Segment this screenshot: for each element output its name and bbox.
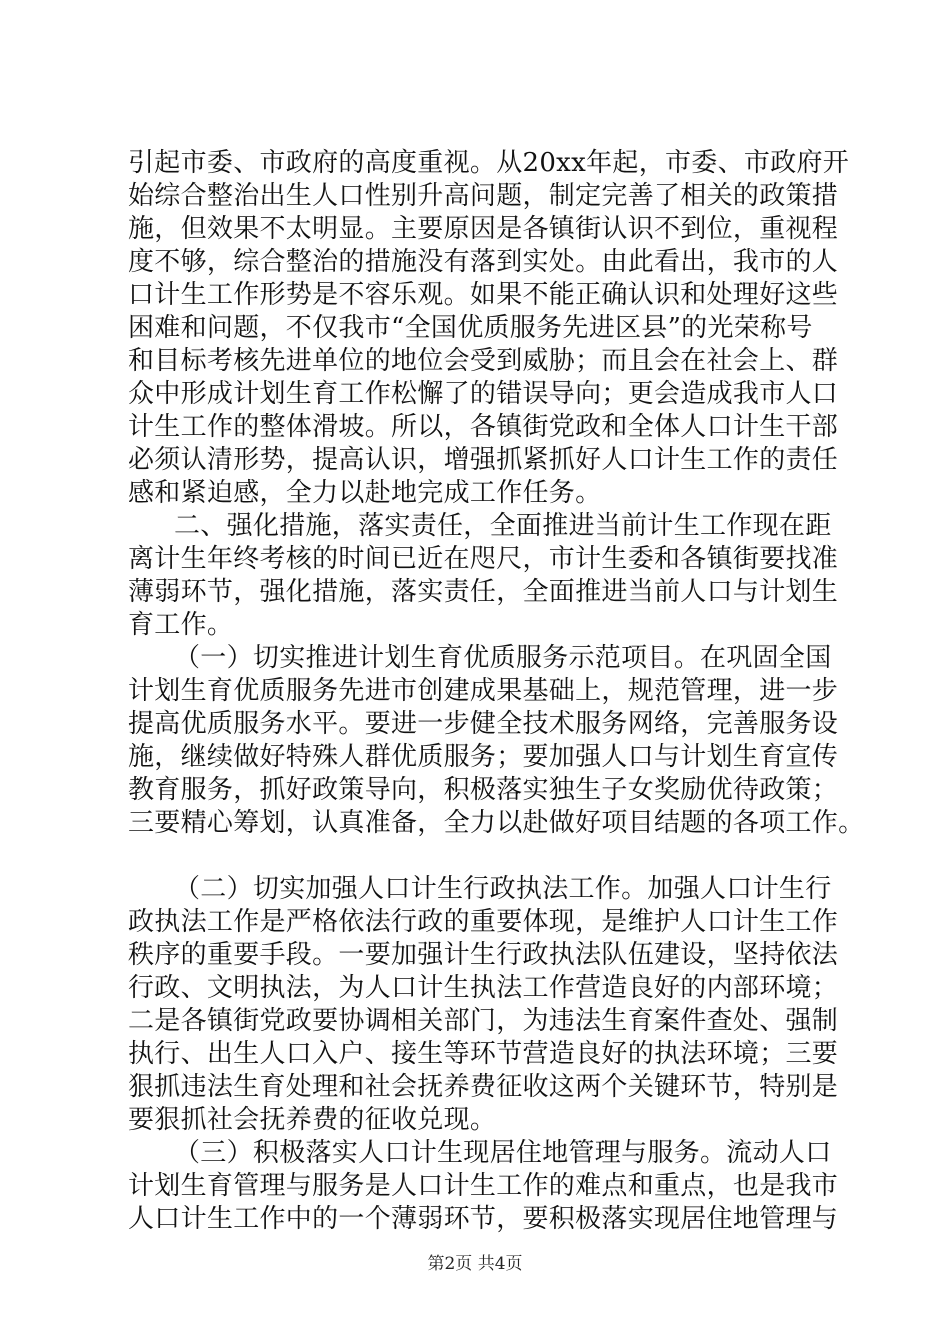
text-line: 度不够，综合整治的措施没有落到实处。由此看出，我市的人 [128,247,839,277]
document-body [128,147,865,1236]
text-line: 二是各镇街党政要协调相关部门，为违法生育案件查处、强制 [128,1006,839,1036]
text-line: 必须认清形势，提高认识，增强抓紧抓好人口计生工作的责任 [128,445,839,475]
text-line: 人口计生工作中的一个薄弱环节，要积极落实现居住地管理与 [128,1204,839,1234]
text-line: 困难和问题，不仅我市“全国优质服务先进区县”的光荣称号 [128,313,813,343]
text-line: 政执法工作是严格依法行政的重要体现，是维护人口计生工作 [128,907,839,937]
text-line: 离计生年终考核的时间已近在咫尺，市计生委和各镇街要找准 [128,544,839,574]
text-line: 育工作。 [128,610,234,640]
text-line: 狠抓违法生育处理和社会抚养费征收这两个关键环节，特别是 [128,1072,839,1102]
text-line: 要狠抓社会抚养费的征收兑现。 [128,1105,497,1135]
text-line: 计划生育优质服务先进市创建成果基础上，规范管理，进一步 [128,676,839,706]
text-line: 行政、文明执法，为人口计生执法工作营造良好的内部环境； [128,973,839,1003]
page-footer: 第2页 共4页 [427,1254,523,1274]
text-line: 感和紧迫感，全力以赴地完成工作任务。 [128,478,602,508]
text-line: 秩序的重要手段。一要加强计生行政执法队伍建设，坚持依法 [128,940,839,970]
text-line: 众中形成计划生育工作松懈了的错误导向；更会造成我市人口 [128,379,839,409]
text-line: 口计生工作形势是不容乐观。如果不能正确认识和处理好这些 [128,280,839,310]
text-line: 教育服务，抓好政策导向，积极落实独生子女奖励优待政策； [128,775,839,805]
paragraph-first-line: （一）切实推进计划生育优质服务示范项目。在巩固全国 [174,643,832,673]
text-line: 始综合整治出生人口性别升高问题，制定完善了相关的政策措 [128,181,839,211]
paragraph-first-line: （三）积极落实人口计生现居住地管理与服务。流动人口 [174,1138,832,1168]
text-line: 提高优质服务水平。要进一步健全技术服务网络，完善服务设 [128,709,839,739]
text-line: 引起市委、市政府的高度重视。从20xx年起，市委、市政府开 [128,148,850,178]
blank-line [128,840,848,873]
paragraph-first-line: （二）切实加强人口计生行政执法工作。加强人口计生行 [174,874,832,904]
text-line: 执行、出生人口入户、接生等环节营造良好的执法环境；三要 [128,1039,839,1069]
text-line: 施，继续做好特殊人群优质服务；要加强人口与计划生育宣传 [128,742,839,772]
text-line: 计生工作的整体滑坡。所以，各镇街党政和全体人口计生干部 [128,412,839,442]
text-line: 施，但效果不太明显。主要原因是各镇街认识不到位，重视程 [128,214,839,244]
text-line: 和目标考核先进单位的地位会受到威胁；而且会在社会上、群 [128,346,839,376]
text-line: 三要精心筹划，认真准备，全力以赴做好项目结题的各项工作。 [128,808,865,838]
text-line: 计划生育管理与服务是人口计生工作的难点和重点，也是我市 [128,1171,839,1201]
paragraph-first-line: 二、强化措施，落实责任，全面推进当前计生工作现在距 [174,511,832,541]
text-line: 薄弱环节，强化措施，落实责任，全面推进当前人口与计划生 [128,577,839,607]
